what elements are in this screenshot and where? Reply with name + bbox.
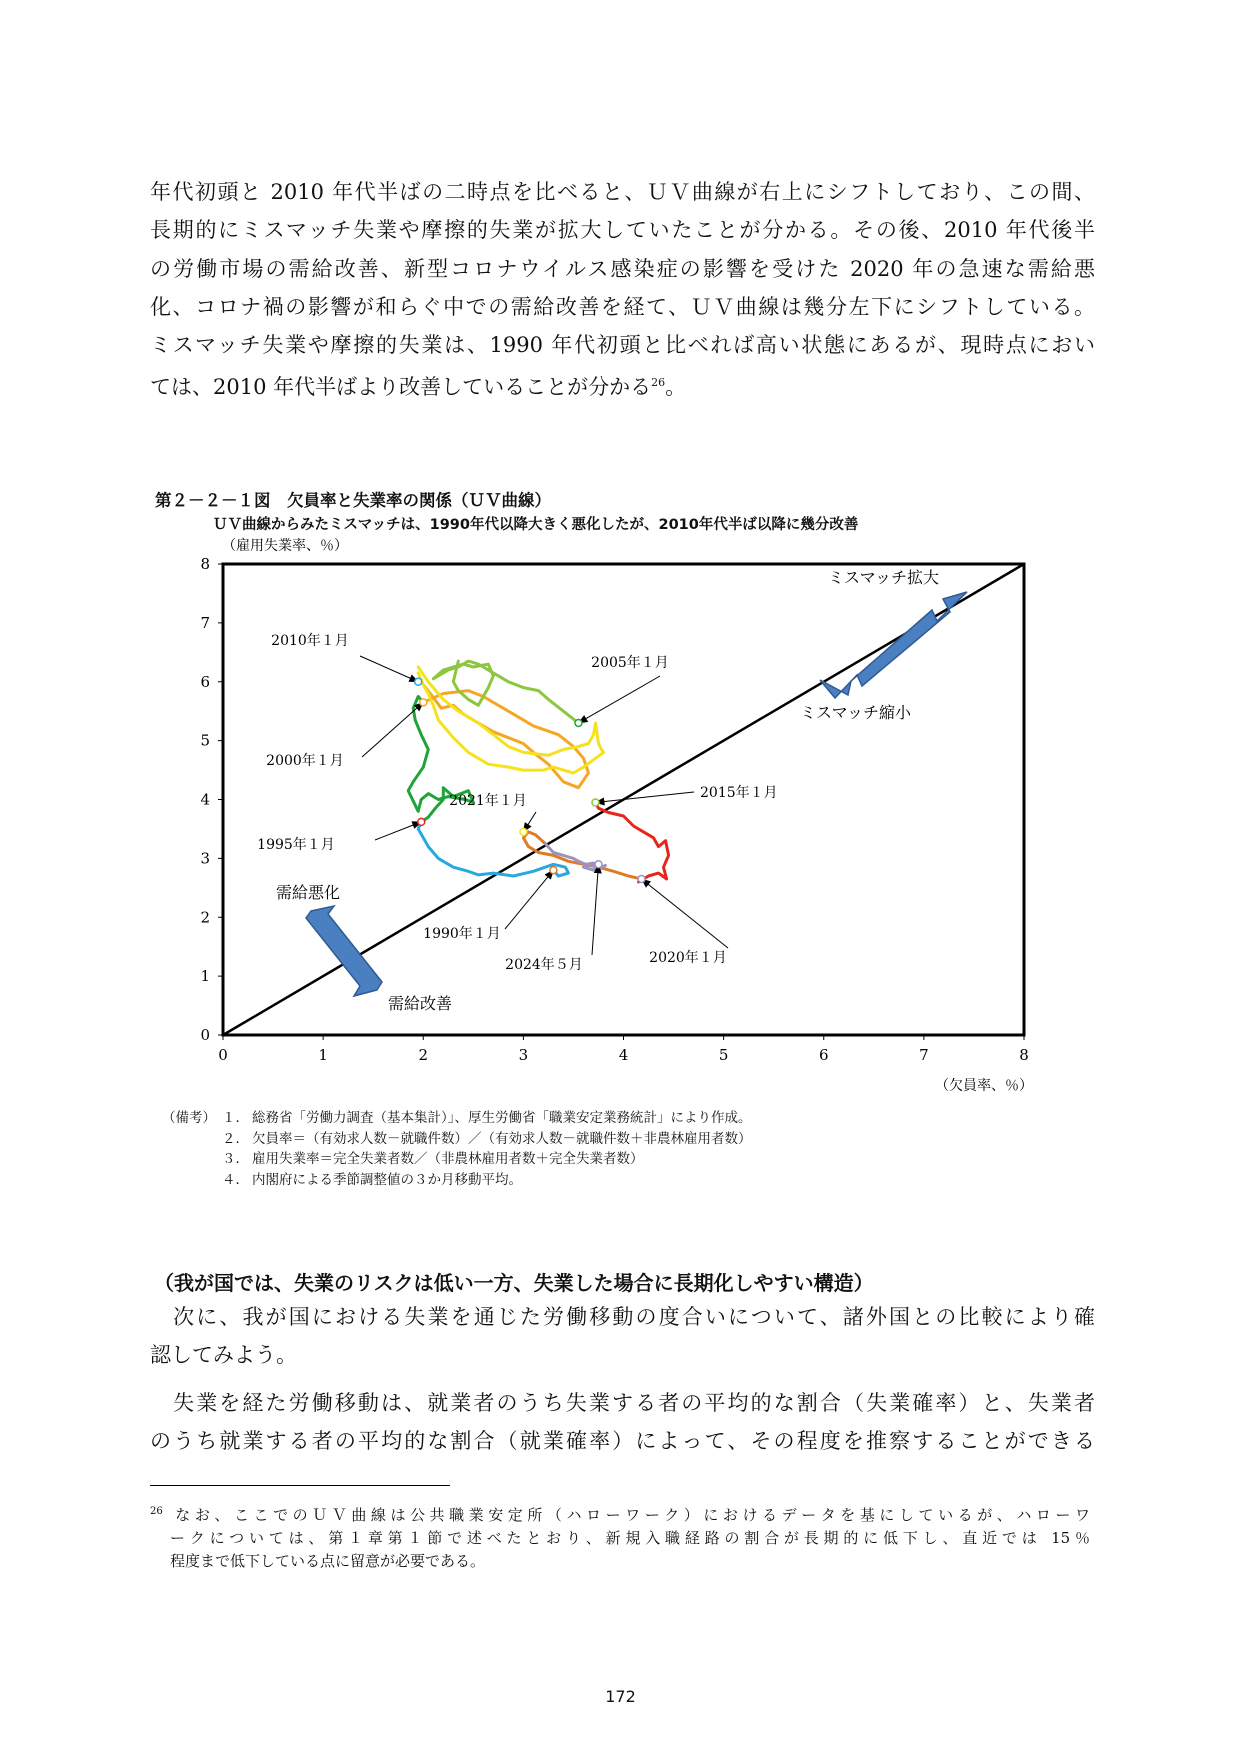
- annotation-label: 1995年１月: [257, 837, 335, 853]
- note-index: ４．: [222, 1171, 249, 1188]
- y-axis-label: （雇用失業率、％）: [222, 538, 348, 554]
- note-index: ２．: [222, 1130, 249, 1147]
- footnote-divider: [150, 1485, 450, 1486]
- y-tick-label: 1: [200, 967, 210, 986]
- annotation-arrow: [592, 864, 598, 955]
- notes-label: （備考）: [162, 1110, 216, 1126]
- annotation-label: 2020年１月: [649, 950, 727, 966]
- annotation-label: 2005年１月: [591, 655, 669, 671]
- y-tick-label: 0: [200, 1026, 210, 1044]
- x-tick-label: 4: [618, 1046, 629, 1064]
- text-line: 年代初頭と 2010 年代半ばの二時点を比べると、ＵＶ曲線が右上にシフトしており、この間、: [150, 180, 1095, 204]
- annotation-point: [575, 719, 582, 726]
- annotation-label: 1990年１月: [423, 926, 501, 942]
- annotation-arrow: [642, 879, 728, 948]
- note-text: 欠員率＝（有効求人数－就職件数）／（有効求人数－就職件数＋非農林雇用者数）: [252, 1130, 752, 1147]
- y-tick-label: 7: [200, 613, 210, 632]
- y-tick-label: 3: [200, 849, 210, 868]
- annotation-label: 2021年１月: [449, 793, 527, 809]
- body-paragraph-3: [150, 1384, 1095, 1461]
- y-tick-label: 4: [200, 790, 210, 809]
- annotation-arrow: [360, 656, 418, 682]
- figure-title: 第２－２－１図 欠員率と失業率の関係（ＵＶ曲線）: [155, 491, 551, 510]
- note-row: [162, 1149, 752, 1170]
- footnote-line: [150, 1500, 1090, 1527]
- text-line: の労働市場の需給改善、新型コロナウイルス感染症の影響を受けた 2020 年の急速な需給悪: [150, 256, 1095, 281]
- supply-demand-arrow: [306, 906, 382, 996]
- annotation-arrow: [362, 702, 423, 757]
- series-line-1: [418, 822, 568, 876]
- text-line-end: 。: [665, 375, 687, 400]
- note-row: [162, 1108, 752, 1129]
- mismatch-arrow: [820, 592, 967, 698]
- note-row: [162, 1129, 752, 1150]
- series-line-3: [423, 685, 588, 788]
- annotation-arrow: [505, 870, 553, 929]
- series-line-7: [523, 832, 641, 879]
- footnote-ref[interactable]: 26: [651, 376, 666, 390]
- x-tick-label: 6: [818, 1046, 829, 1064]
- note-index: １．: [222, 1110, 249, 1126]
- annotation-arrow: [595, 792, 694, 802]
- x-tick-label: 3: [518, 1046, 529, 1064]
- x-tick-label: 0: [218, 1046, 228, 1064]
- supply-demand-worsen-label: 需給悪化: [276, 883, 341, 902]
- x-tick-label: 1: [318, 1046, 328, 1064]
- annotation-point: [595, 861, 602, 868]
- annotation-point: [550, 867, 557, 874]
- annotation-label: 2000年１月: [266, 753, 344, 769]
- section-heading: （我が国では、失業のリスクは低い一方、失業した場合に長期化しやすい構造）: [154, 1271, 874, 1295]
- text-line: 化、コロナ禍の影響が和らぐ中での需給改善を経て、ＵＶ曲線は幾分左下にシフトしている。: [150, 294, 1095, 319]
- y-tick-label: 2: [200, 908, 210, 927]
- annotation-point: [520, 828, 527, 835]
- annotation-label: 2024年５月: [505, 957, 583, 973]
- text-line-content: ては、2010 年代半ばより改善していることが分かる: [150, 375, 652, 400]
- mismatch-shrink-label: ミスマッチ縮小: [800, 703, 912, 722]
- note-text: 総務省「労働力調査（基本集計）」、厚生労働省「職業安定業務統計」により作成。: [252, 1110, 752, 1126]
- footnote-line: ークについては、第１章第１節で述べたとおり、新規入職経路の割合が長期的に低下し、直近では 15％: [170, 1529, 1090, 1547]
- text-line: 次に、我が国における失業を通じた労働移動の度合いについて、諸外国との比較により確: [150, 1305, 1095, 1329]
- annotation-point: [592, 799, 599, 806]
- annotation-point: [638, 875, 645, 882]
- text-line: ミスマッチ失業や摩擦的失業は、1990 年代初頭と比べれば高い状態にあるが、現時点におい: [150, 333, 1095, 358]
- footnote-text: なお、ここでのＵＶ曲線は公共職業安定所（ハローワーク）におけるデータを基にしているが、ハローワ: [170, 1506, 1090, 1524]
- y-tick-label: 6: [200, 672, 210, 691]
- supply-demand-improve-label: 需給改善: [388, 994, 453, 1013]
- text-line: 認してみよう。: [150, 1343, 297, 1368]
- figure-notes: [162, 1108, 752, 1190]
- x-tick-label: 7: [919, 1046, 929, 1064]
- note-index: ３．: [222, 1151, 249, 1167]
- note-text: 雇用失業率＝完全失業者数／（非農林雇用者数＋完全失業者数）: [252, 1151, 644, 1167]
- figure-subtitle: ＵＶ曲線からみたミスマッチは、1990年代以降大きく悪化したが、2010年代半ば以降に幾分改善: [213, 517, 859, 533]
- note-text: 内閣府による季節調整値の３か月移動平均。: [252, 1171, 522, 1188]
- body-paragraph-2: [150, 1298, 1095, 1375]
- footnote-number: 26: [150, 1506, 163, 1517]
- footnote-line: 程度まで低下している点に留意が必要である。: [170, 1552, 486, 1570]
- text-line: 長期的にミスマッチ失業や摩擦的失業が拡大していたことが分かる。その後、2010 年代後半: [150, 218, 1095, 243]
- annotation-point: [418, 818, 425, 825]
- note-row: [162, 1170, 752, 1191]
- annotation-arrow: [578, 676, 660, 723]
- annotation-label: 2015年１月: [700, 785, 778, 801]
- text-line: 失業を経た労働移動は、就業者のうち失業する者の平均的な割合（失業確率）と、失業者: [150, 1391, 1095, 1415]
- x-tick-label: 8: [1019, 1046, 1029, 1064]
- footnote: [150, 1500, 1090, 1573]
- y-tick-label: 8: [200, 555, 210, 573]
- y-tick-label: 5: [200, 731, 210, 750]
- mismatch-expand-label: ミスマッチ拡大: [828, 568, 940, 587]
- x-tick-label: 2: [418, 1046, 429, 1064]
- annotation-label: 2010年１月: [271, 633, 349, 649]
- text-line: のうち就業する者の平均的な割合（就業確率）によって、その程度を推察することができる: [150, 1429, 1095, 1454]
- x-axis-label: （欠員率、％）: [935, 1078, 1033, 1094]
- page-number: 172: [605, 1687, 636, 1706]
- x-tick-label: 5: [718, 1046, 729, 1064]
- annotation-point: [420, 699, 427, 706]
- annotation-arrow: [375, 822, 421, 840]
- annotation-point: [415, 678, 422, 685]
